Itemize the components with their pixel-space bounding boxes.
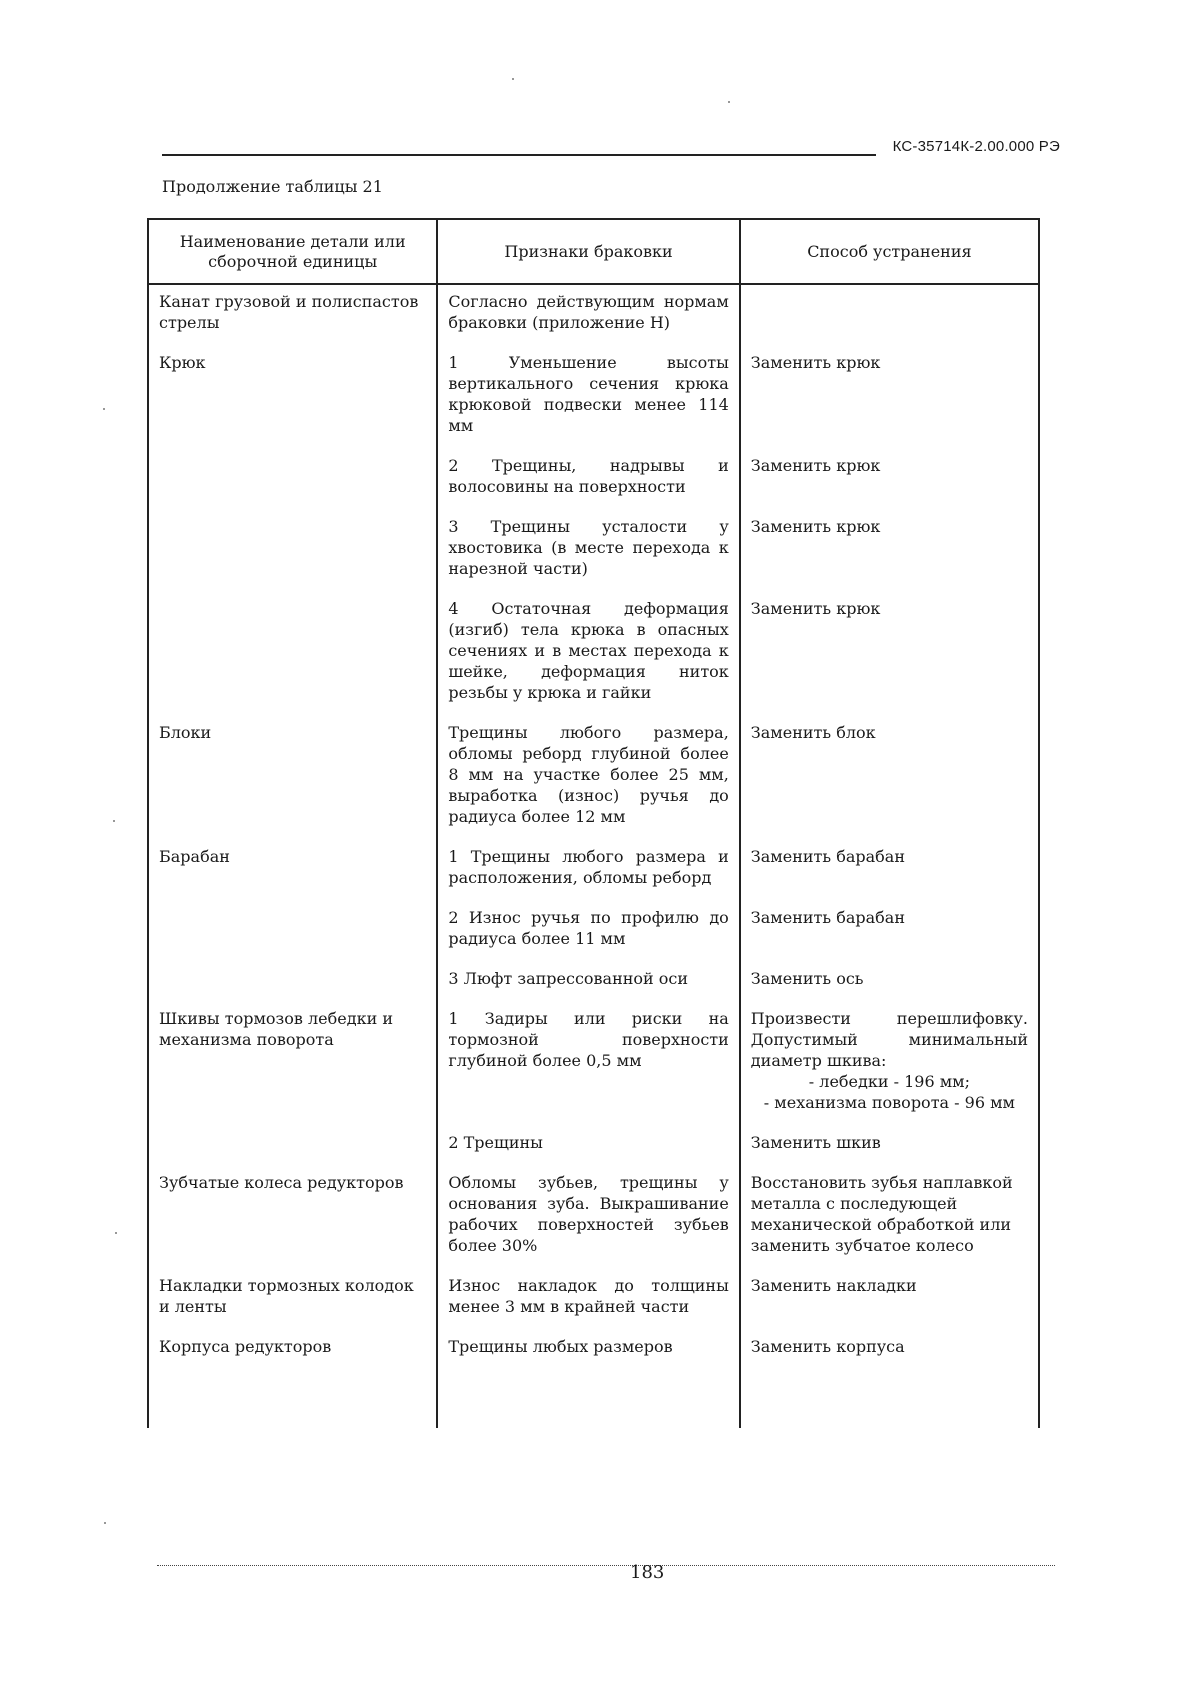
column-header-fix: Способ устранения <box>740 219 1039 284</box>
fix-cell: Заменить ось <box>740 968 1039 1008</box>
fix-cell: Заменить шкив <box>740 1132 1039 1172</box>
table-row <box>148 352 1039 455</box>
fix-cell: Заменить крюк <box>740 598 1039 722</box>
scan-speck <box>103 408 105 410</box>
column-header-sign: Признаки браковки <box>437 219 739 284</box>
part-cell: Канат грузовой и полиспастов стрелы <box>148 284 437 352</box>
part-cell: Барабан <box>148 846 437 907</box>
sign-cell: 2 Трещины <box>437 1132 739 1172</box>
part-cell <box>148 1132 437 1172</box>
scan-speck <box>115 1232 117 1234</box>
part-cell: Накладки тормозных колодок и ленты <box>148 1275 437 1336</box>
part-cell <box>148 968 437 1008</box>
fix-cell: Заменить барабан <box>740 846 1039 907</box>
defects-table <box>147 218 1040 1428</box>
sign-cell: 1 Задиры или риски на тормозной поверхности глубиной более 0,5 мм <box>437 1008 739 1132</box>
part-cell: Зубчатые колеса редукторов <box>148 1172 437 1275</box>
empty-cell <box>740 1376 1039 1428</box>
scan-speck <box>512 78 514 80</box>
sign-cell: Трещины любых размеров <box>437 1336 739 1376</box>
sign-cell: Согласно действующим нормам браковки (приложение Н) <box>437 284 739 352</box>
page-number: 183 <box>630 1562 665 1583</box>
fix-cell: Заменить крюк <box>740 516 1039 598</box>
table-row <box>148 1336 1039 1376</box>
fix-cell: Заменить барабан <box>740 907 1039 968</box>
document-code: КС-35714К-2.00.000 РЭ <box>892 138 1060 155</box>
table-row <box>148 1008 1039 1132</box>
fix-cell <box>740 1008 1039 1132</box>
table-row <box>148 846 1039 907</box>
table-caption: Продолжение таблицы 21 <box>162 177 383 196</box>
part-cell <box>148 516 437 598</box>
table-spacer-row <box>148 1376 1039 1428</box>
sign-cell: Износ накладок до толщины менее 3 мм в крайней части <box>437 1275 739 1336</box>
fix-cell: Заменить крюк <box>740 455 1039 516</box>
sign-cell: Трещины любого размера, обломы реборд глубиной более 8 мм на участке более 25 мм, выработка (износ) ручья до радиуса более 12 мм <box>437 722 739 846</box>
sign-cell: Обломы зубьев, трещины у основания зуба. Выкрашивание рабочих поверхностей зубьев более 30% <box>437 1172 739 1275</box>
table-row <box>148 598 1039 722</box>
part-cell: Шкивы тормозов лебедки и механизма поворота <box>148 1008 437 1132</box>
table-row <box>148 284 1039 352</box>
footer-rule <box>157 1565 1055 1566</box>
table-row <box>148 516 1039 598</box>
fix-cell: Восстановить зубья наплавкой металла с последующей механической обработкой или заменить зубчатое колесо <box>740 1172 1039 1275</box>
fix-detail-slewing: - механизма поворота - 96 мм <box>763 1093 1015 1112</box>
table-row <box>148 968 1039 1008</box>
sign-cell: 4 Остаточная деформация (изгиб) тела крюка в опасных сечениях и в местах перехода к шейке, деформация ниток резьбы у крюка и гайки <box>437 598 739 722</box>
empty-cell <box>437 1376 739 1428</box>
scan-speck <box>113 820 115 822</box>
part-cell: Крюк <box>148 352 437 455</box>
table-row <box>148 455 1039 516</box>
fix-cell: Заменить корпуса <box>740 1336 1039 1376</box>
scan-speck <box>728 101 730 103</box>
sign-cell: 1 Трещины любого размера и расположения, обломы реборд <box>437 846 739 907</box>
table-row <box>148 907 1039 968</box>
fix-detail-winch: - лебедки - 196 мм; <box>808 1072 971 1091</box>
part-cell <box>148 907 437 968</box>
sign-cell: 2 Трещины, надрывы и волосовины на поверхности <box>437 455 739 516</box>
fix-cell <box>740 284 1039 352</box>
fix-text: Произвести перешлифовку. Допустимый минимальный диаметр шкива: <box>750 1009 1028 1070</box>
fix-cell: Заменить крюк <box>740 352 1039 455</box>
sign-cell: 2 Износ ручья по профилю до радиуса более 11 мм <box>437 907 739 968</box>
fix-cell: Заменить накладки <box>740 1275 1039 1336</box>
table-header-row <box>148 219 1039 284</box>
table-row <box>148 1132 1039 1172</box>
table-row <box>148 1275 1039 1336</box>
table-row <box>148 1172 1039 1275</box>
part-cell <box>148 598 437 722</box>
sign-cell: 3 Трещины усталости у хвостовика (в месте перехода к нарезной части) <box>437 516 739 598</box>
sign-cell: 3 Люфт запрессованной оси <box>437 968 739 1008</box>
header-rule <box>162 154 876 156</box>
part-cell: Блоки <box>148 722 437 846</box>
empty-cell <box>148 1376 437 1428</box>
column-header-part: Наименование детали или сборочной единицы <box>148 219 437 284</box>
table-row <box>148 722 1039 846</box>
fix-cell: Заменить блок <box>740 722 1039 846</box>
part-cell <box>148 455 437 516</box>
scan-speck <box>104 1522 106 1524</box>
sign-cell: 1 Уменьшение высоты вертикального сечения крюка крюковой подвески менее 114 мм <box>437 352 739 455</box>
part-cell: Корпуса редукторов <box>148 1336 437 1376</box>
